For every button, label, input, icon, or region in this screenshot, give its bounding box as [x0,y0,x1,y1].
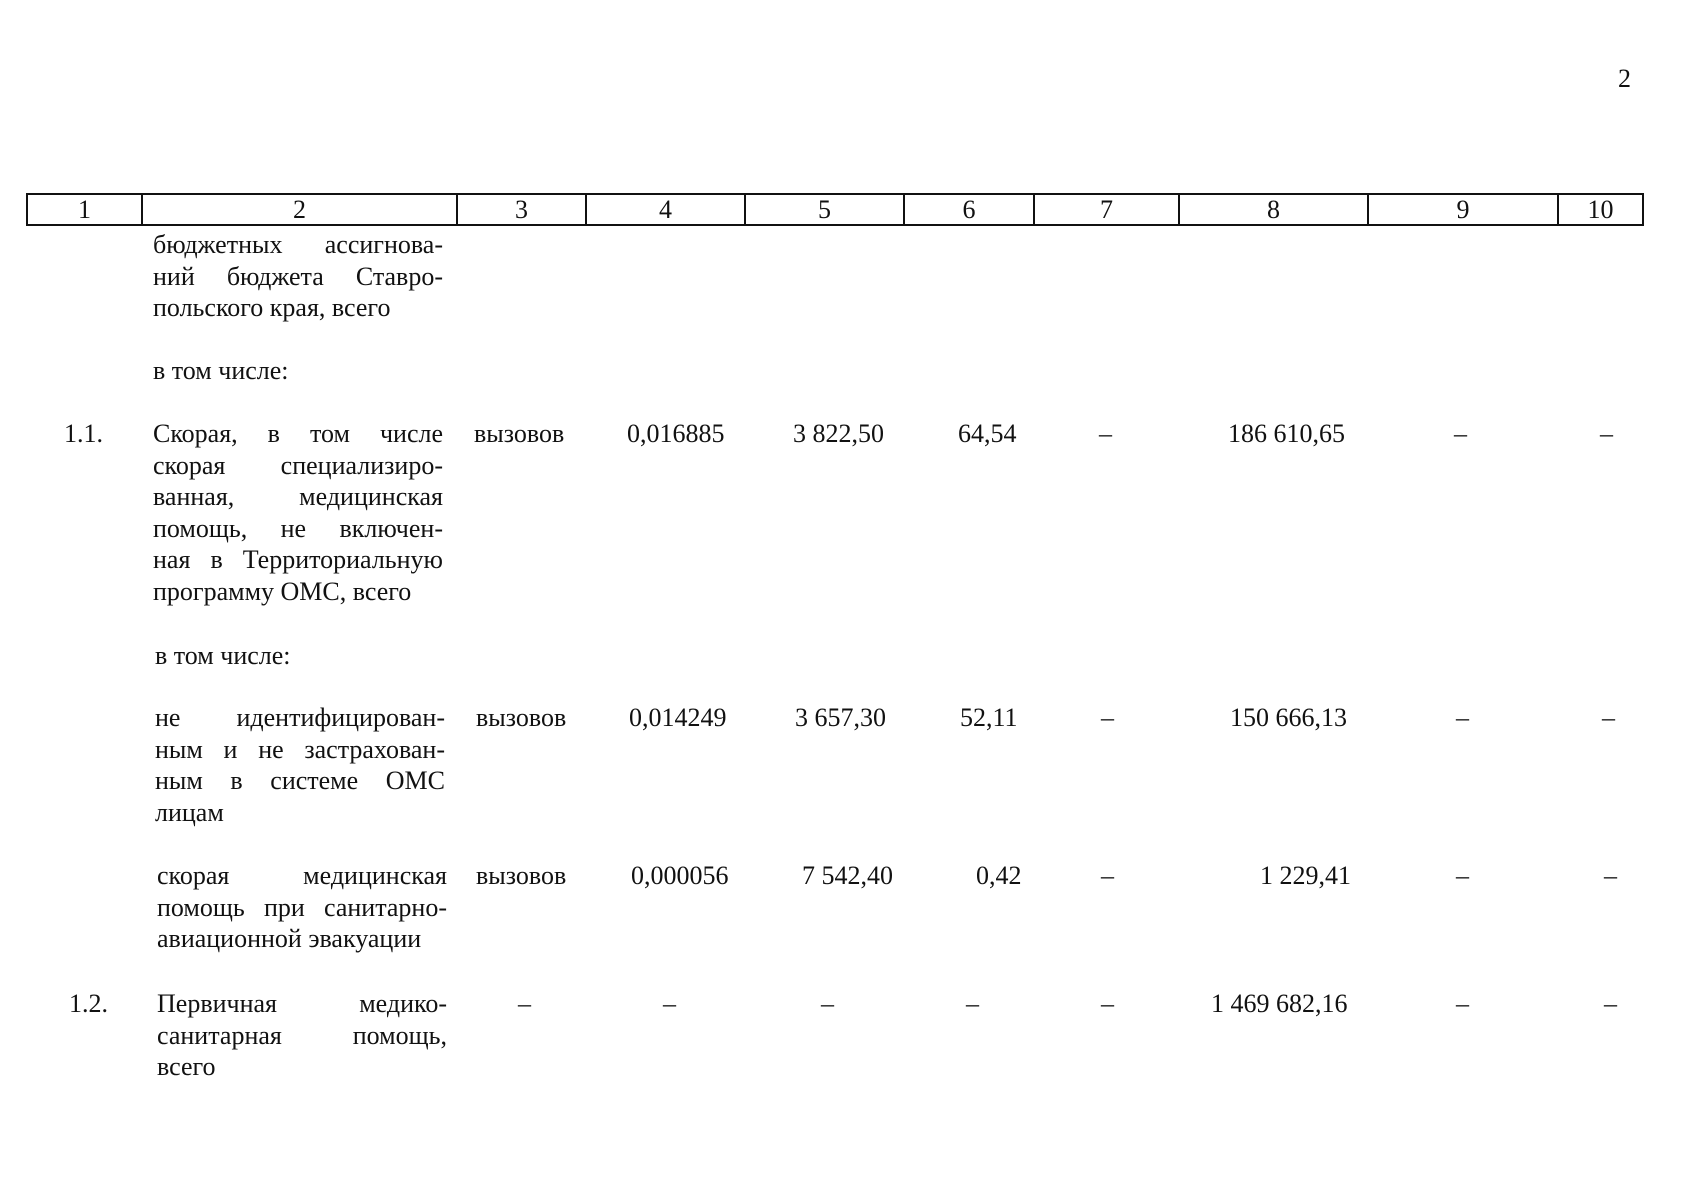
description-line: ным в системе ОМС [155,766,445,795]
cell-col-4: 0,016885 [627,419,725,448]
cell-col-10: – [1604,989,1617,1018]
cell-col-5: 7 542,40 [802,861,893,890]
cell-col-4: 0,014249 [629,703,727,732]
cell-col-9: – [1456,703,1469,732]
description-line: ванная, медицинская [153,482,443,511]
cell-col-10: – [1600,419,1613,448]
description-line: ным и не застрахован- [155,734,445,764]
row-description [157,860,447,955]
row-description [155,702,445,828]
cell-col-6: 0,42 [976,861,1022,890]
header-col-5: 5 [746,195,905,224]
header-col-4: 4 [587,195,746,224]
header-col-10: 10 [1587,195,1614,224]
intro-line: ний бюджета Ставро- [153,261,443,291]
cell-col-7: – [1101,703,1114,732]
cell-col-8: 1 469 682,16 [1211,989,1348,1018]
in-that-number-label: в том числе: [153,356,289,385]
description-line: всего [157,1052,216,1081]
cell-col-9: – [1456,861,1469,890]
description-line: авиационной эвакуации [157,924,422,953]
row-description [157,988,447,1083]
header-col-7: 7 [1035,195,1180,224]
intro-line: бюджетных ассигнова- [153,230,443,259]
description-line: помощь, не включен- [153,513,443,543]
cell-col-9: – [1454,419,1467,448]
header-col-6: 6 [905,195,1035,224]
header-col-2: 2 [143,195,458,224]
cell-col-7: – [1101,989,1114,1018]
cell-col-6: 64,54 [958,419,1017,448]
cell-col-7: – [1099,419,1112,448]
cell-col-4: – [663,989,676,1018]
cell-unit: вызовов [476,703,567,732]
cell-col-3: – [518,989,531,1018]
cell-unit: вызовов [476,861,567,890]
header-col-9: 9 [1369,195,1559,224]
cell-unit: вызовов [474,419,565,448]
description-line: Скорая, в том числе [153,419,443,448]
row-number: 1.2. [69,989,108,1018]
row-description [153,418,443,607]
page-number: 2 [1618,64,1631,93]
cell-col-10: – [1602,703,1615,732]
description-line: программу ОМС, всего [153,576,412,606]
description-line: Первичная медико- [157,989,447,1018]
header-col-3: 3 [458,195,587,224]
intro-description [153,229,443,324]
header-col-1: 1 [28,195,143,224]
cell-col-9: – [1456,989,1469,1018]
description-line: ная в Территориальную [153,545,443,574]
description-line: лицам [155,797,224,827]
row-number: 1.1. [64,419,103,448]
cell-col-7: – [1101,861,1114,890]
description-line: скорая медицинская [157,861,447,890]
description-line: скорая специализиро- [153,450,443,480]
cell-col-8: 1 229,41 [1260,861,1351,890]
cell-col-8: 186 610,65 [1228,419,1345,448]
intro-line: польского края, всего [153,293,391,322]
cell-col-5: – [821,989,834,1018]
description-line: помощь при санитарно- [157,892,447,922]
cell-col-8: 150 666,13 [1230,703,1347,732]
cell-col-5: 3 657,30 [795,703,886,732]
description-line: не идентифицирован- [155,703,445,732]
header-col-8: 8 [1180,195,1369,224]
description-line: санитарная помощь, [157,1020,447,1050]
cell-col-10: – [1604,861,1617,890]
in-that-number-label: в том числе: [155,641,291,670]
cell-col-5: 3 822,50 [793,419,884,448]
cell-col-6: 52,11 [960,703,1018,732]
cell-col-4: 0,000056 [631,861,729,890]
cell-col-6: – [966,989,979,1018]
